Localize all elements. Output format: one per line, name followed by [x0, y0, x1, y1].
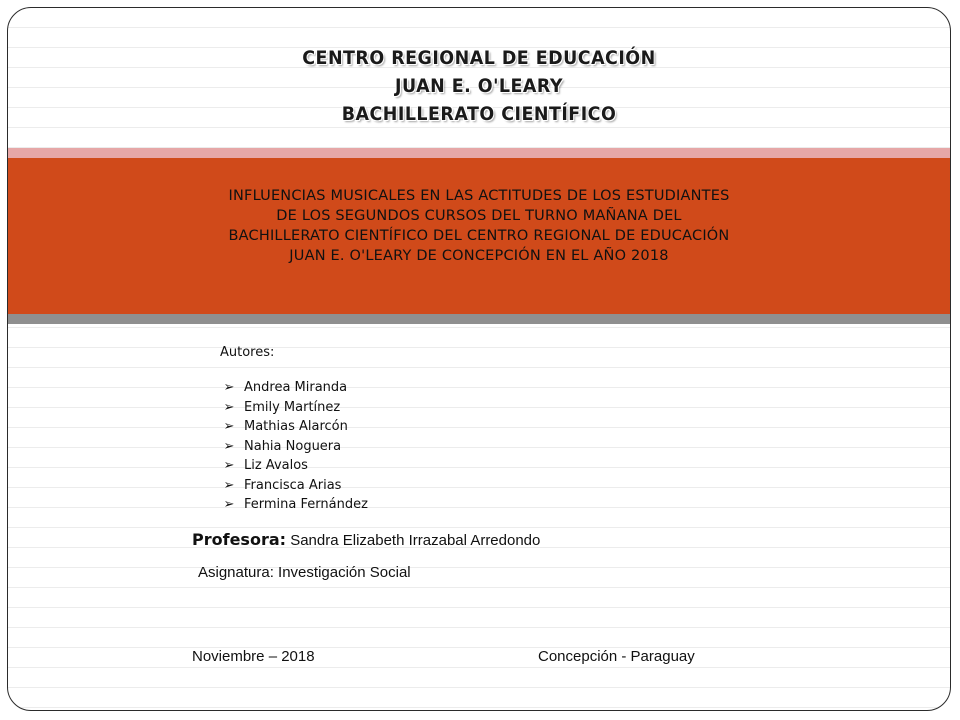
header-line-2: JUAN E. O'LEARY: [395, 75, 563, 97]
list-item: [222, 456, 368, 476]
title-line-1: INFLUENCIAS MUSICALES EN LAS ACTITUDES DE LOS ESTUDIANTES: [228, 188, 730, 204]
title-line-4: JUAN E. O'LEARY DE CONCEPCIÓN EN EL AÑO 2018: [289, 248, 669, 264]
author-name: Nahia Noguera: [244, 438, 342, 454]
list-item: [222, 495, 368, 515]
header-line-1: CENTRO REGIONAL DE EDUCACIÓN: [302, 47, 656, 69]
arrow-bullet-icon: ➢: [223, 497, 235, 512]
arrow-bullet-icon: ➢: [223, 380, 235, 395]
list-item: [222, 398, 368, 418]
institution-header: [46, 44, 913, 128]
authors-label: Autores:: [220, 345, 275, 360]
author-name: Francisca Arias: [244, 477, 342, 493]
header-line-3: BACHILLERATO CIENTÍFICO: [341, 103, 617, 125]
authors-list: [222, 378, 368, 515]
list-item: [222, 437, 368, 457]
arrow-bullet-icon: ➢: [223, 419, 235, 434]
slide: [7, 7, 951, 711]
list-item: [222, 417, 368, 437]
teacher-name: Sandra Elizabeth Irrazabal Arredondo: [290, 532, 541, 549]
list-item: [222, 476, 368, 496]
date-text: Noviembre – 2018: [192, 648, 315, 665]
location-text: Concepción - Paraguay: [538, 648, 695, 665]
author-name: Andrea Miranda: [244, 380, 348, 395]
arrow-bullet-icon: ➢: [223, 438, 235, 454]
author-name: Mathias Alarcón: [244, 419, 348, 434]
arrow-bullet-icon: ➢: [223, 458, 235, 473]
arrow-bullet-icon: ➢: [223, 477, 235, 493]
research-title: [8, 186, 950, 266]
teacher-label: Profesora:: [192, 530, 287, 549]
list-item: [222, 378, 368, 398]
subject-line: Asignatura: Investigación Social: [198, 564, 411, 581]
title-band-top-stripe: [8, 148, 950, 158]
teacher-line: [192, 530, 540, 549]
title-line-3: BACHILLERATO CIENTÍFICO DEL CENTRO REGIONAL DE EDUCACIÓN: [228, 228, 730, 244]
author-name: Liz Avalos: [244, 458, 308, 473]
arrow-bullet-icon: ➢: [223, 399, 235, 415]
title-band-bottom-stripe: [8, 314, 950, 324]
title-line-2: DE LOS SEGUNDOS CURSOS DEL TURNO MAÑANA DEL: [276, 208, 682, 224]
author-name: Fermina Fernández: [244, 497, 368, 512]
author-name: Emily Martínez: [244, 399, 341, 415]
